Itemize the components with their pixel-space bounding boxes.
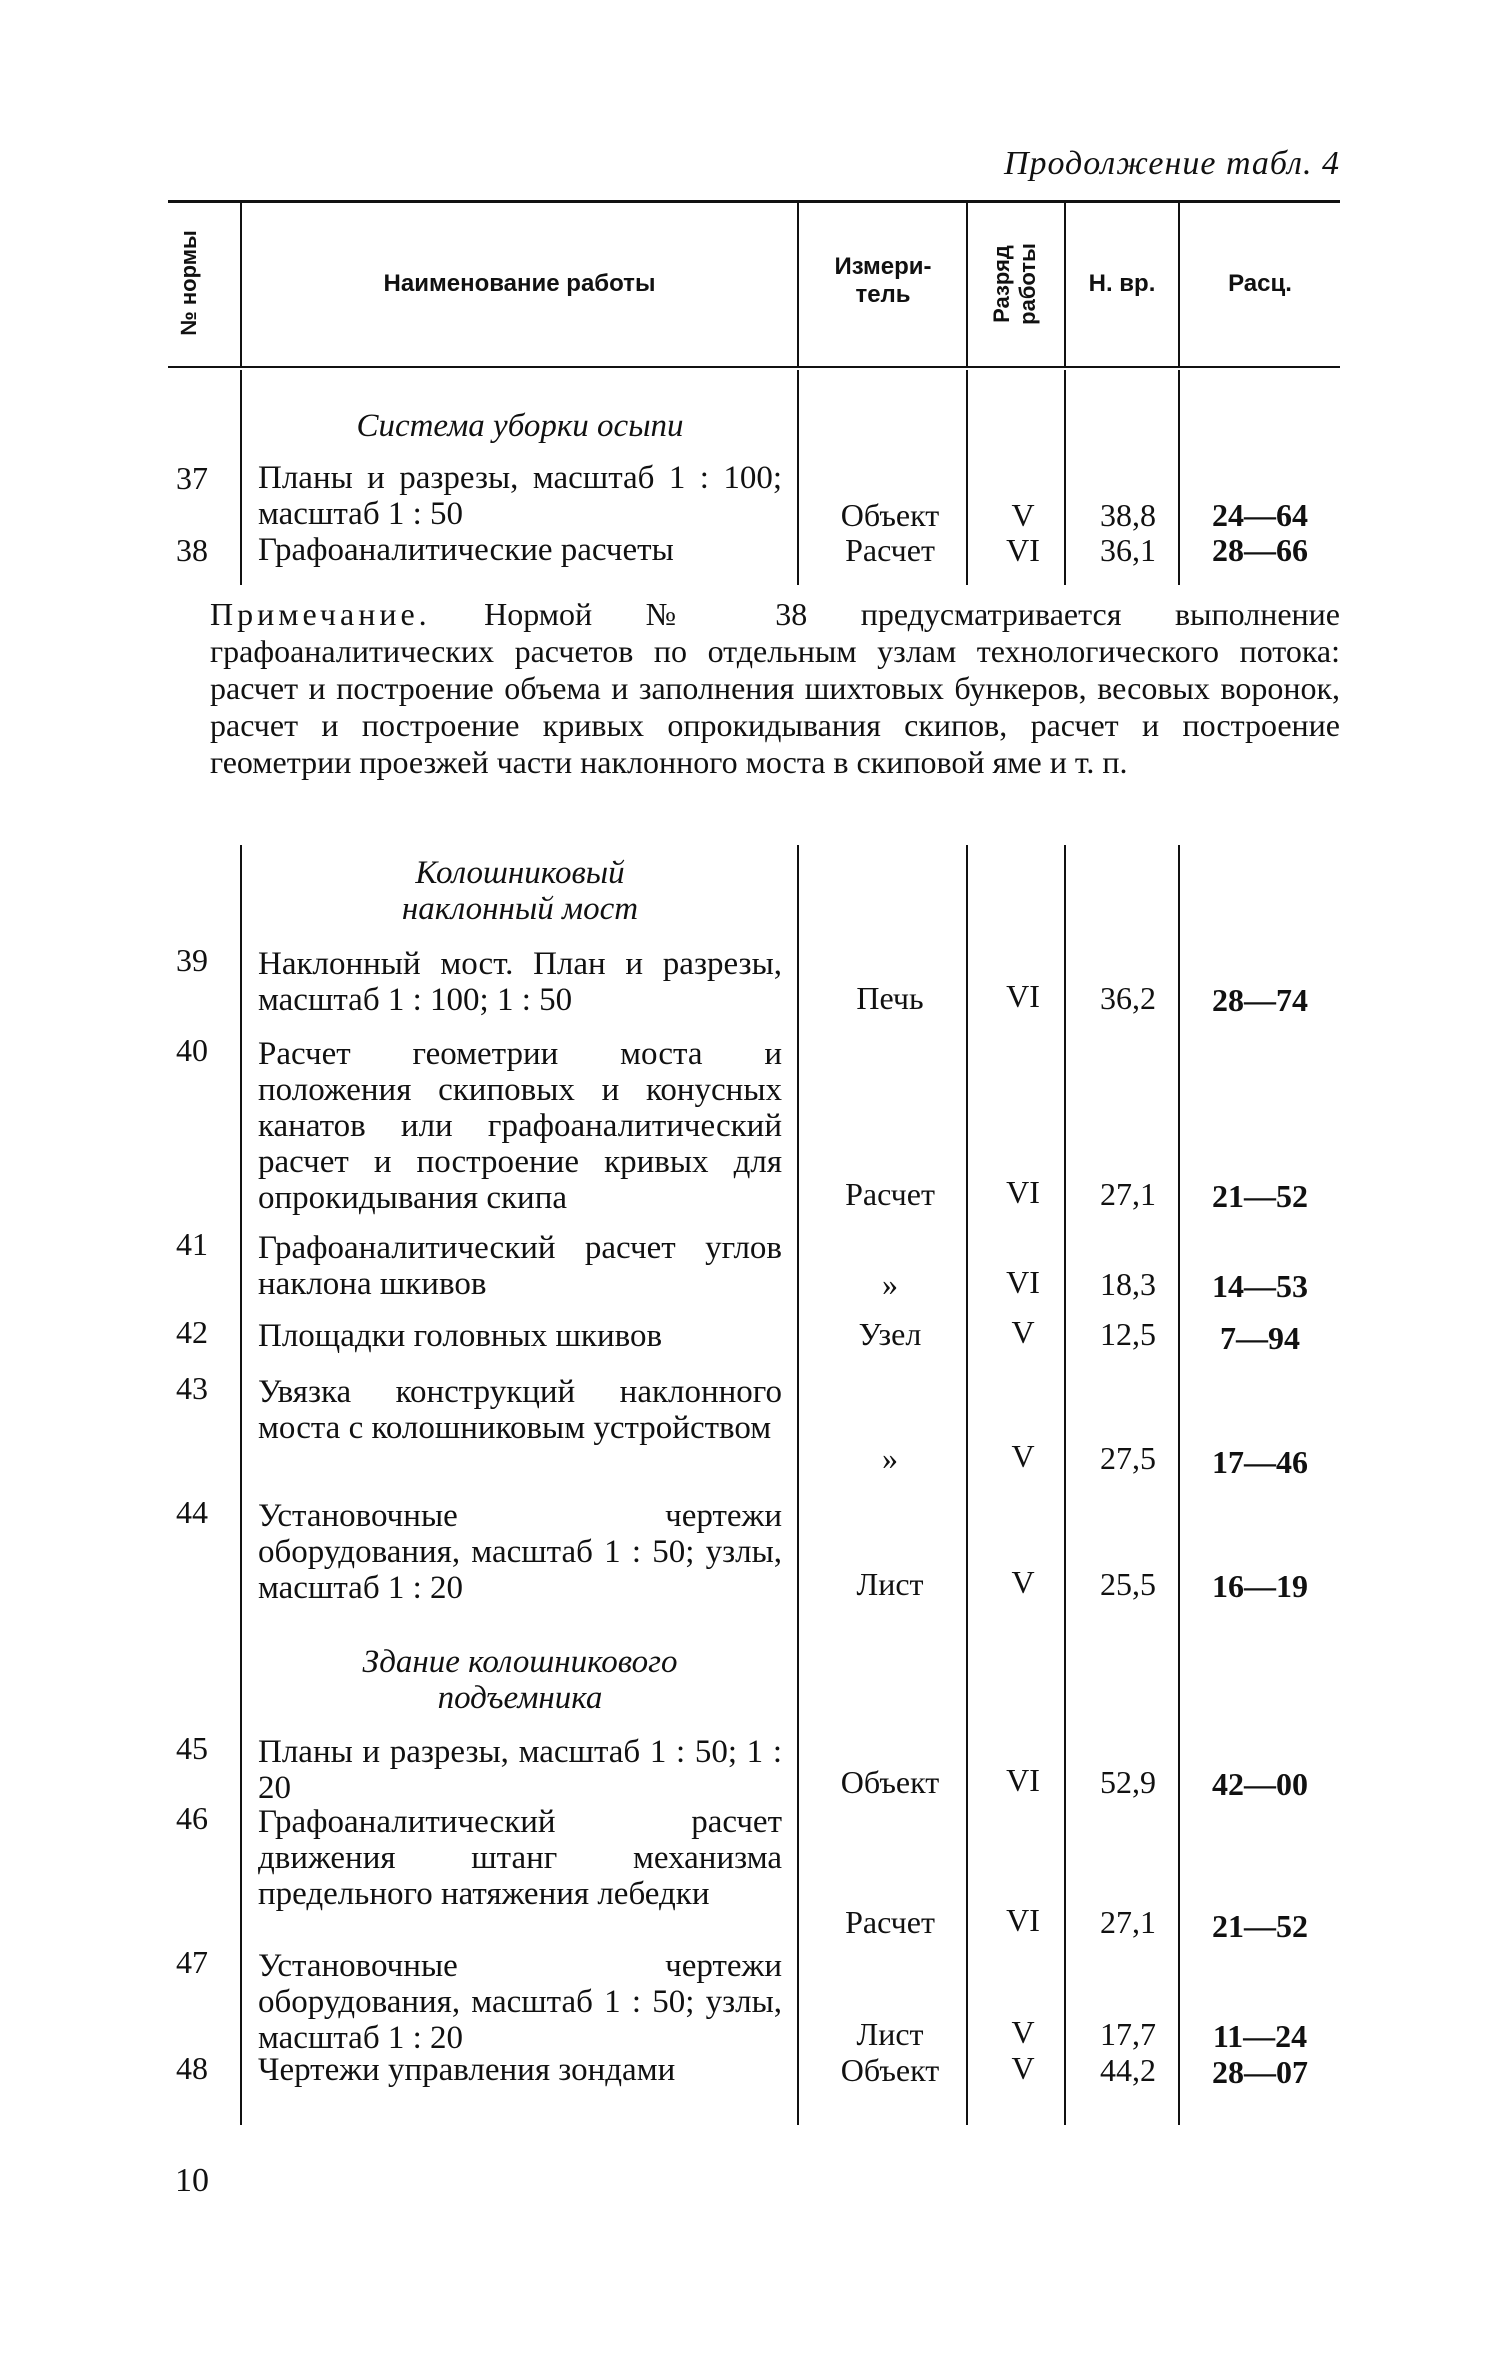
row-unit: Лист [856, 2016, 924, 2052]
row-work-name: Расчет геометрии моста и положения скиповых и конусных канатов или графоаналитический расчет и построение кривых для опрокидывания скипа [258, 1036, 782, 1216]
row-grade: VI [1006, 532, 1040, 568]
row-hours: 27,5 [1100, 1440, 1156, 1476]
row-hours: 38,8 [1100, 497, 1156, 533]
section-title-text: Колошниковый наклонный мост [401, 855, 639, 927]
header-work-name: Наименование работы [383, 270, 656, 297]
row-work-name: Графоаналитический расчет углов наклона шкивов [258, 1230, 782, 1302]
row-hours: 44,2 [1100, 2052, 1156, 2088]
row-number: 39 [176, 942, 208, 978]
row-unit: Печь [856, 980, 924, 1016]
row-grade: VI [1006, 1902, 1040, 1938]
row-hours: 36,1 [1100, 532, 1156, 568]
header-grade-text: Разряд работы [989, 243, 1040, 325]
row-hours: 27,1 [1100, 1904, 1156, 1940]
row-unit: » [882, 1440, 898, 1476]
row-rate: 24—64 [1212, 497, 1308, 533]
row-grade: VI [1006, 1174, 1040, 1210]
header-unit [800, 253, 966, 309]
header-divider [797, 202, 799, 366]
header-grade [989, 219, 1041, 349]
row-work-name: Установочные чертежи оборудования, масштаб 1 : 50; узлы, масштаб 1 : 20 [258, 1498, 782, 1606]
row-work-name: Планы и разрезы, масштаб 1 : 100; масштаб 1 : 50 [258, 460, 782, 532]
row-grade: V [1011, 2050, 1035, 2086]
row-work-name: Графоаналитические расчеты [258, 532, 674, 568]
row-grade: VI [1006, 1264, 1040, 1300]
row-unit: Лист [856, 1566, 924, 1602]
column-divider [797, 370, 799, 585]
row-rate: 11—24 [1212, 2018, 1308, 2054]
row-rate: 17—46 [1212, 1444, 1308, 1480]
table-top-rule [168, 200, 1340, 203]
column-divider [1178, 370, 1180, 585]
row-number: 44 [176, 1494, 208, 1530]
table-note [210, 596, 1340, 781]
row-rate: 28—74 [1212, 982, 1308, 1018]
row-rate: 14—53 [1212, 1268, 1308, 1304]
row-rate: 28—66 [1212, 532, 1308, 568]
row-rate: 21—52 [1212, 1908, 1308, 1944]
page-number: 10 [175, 2162, 209, 2199]
header-bottom-rule [168, 366, 1340, 368]
row-hours: 18,3 [1100, 1266, 1156, 1302]
row-grade: V [1011, 497, 1035, 533]
row-grade: V [1011, 2014, 1035, 2050]
row-hours: 27,1 [1100, 1176, 1156, 1212]
row-hours: 17,7 [1100, 2016, 1156, 2052]
section-title: Система уборки осыпи [356, 408, 684, 444]
row-unit: Узел [858, 1316, 922, 1352]
row-unit: Объект [840, 497, 940, 533]
row-number: 48 [176, 2050, 208, 2086]
row-hours: 52,9 [1100, 1764, 1156, 1800]
section-title [260, 855, 780, 927]
row-number: 46 [176, 1800, 208, 1836]
column-divider [240, 370, 242, 585]
row-grade: V [1011, 1438, 1035, 1474]
row-unit: Объект [840, 1764, 940, 1800]
row-work-name: Наклонный мост. План и разрезы, масштаб 1 : 100; 1 : 50 [258, 946, 782, 1018]
header-norm-no: № нормы [176, 230, 201, 336]
column-divider [240, 845, 242, 2125]
header-divider [966, 202, 968, 366]
row-rate: 16—19 [1212, 1568, 1308, 1604]
continuation-title: Продолжение табл. 4 [1003, 145, 1340, 182]
section-title [260, 1644, 780, 1716]
row-rate: 42—00 [1212, 1766, 1308, 1802]
header-hours: Н. вр. [1088, 270, 1156, 297]
row-number: 38 [176, 532, 208, 568]
column-divider [797, 845, 799, 2125]
column-divider [1178, 845, 1180, 2125]
row-unit: Расчет [845, 532, 935, 568]
section-title-text: Здание колошникового подъемника [362, 1644, 678, 1716]
note-lead: Примечание. [210, 596, 431, 632]
row-hours: 25,5 [1100, 1566, 1156, 1602]
row-number: 43 [176, 1370, 208, 1406]
header-unit-text: Измери- тель [834, 253, 932, 308]
row-number: 40 [176, 1032, 208, 1068]
row-work-name: Планы и разрезы, масштаб 1 : 50; 1 : 20 [258, 1734, 782, 1806]
row-number: 41 [176, 1226, 208, 1262]
row-grade: V [1011, 1564, 1035, 1600]
row-work-name: Графоаналитический расчет движения штанг механизма предельного натяжения лебедки [258, 1804, 782, 1912]
row-hours: 12,5 [1100, 1316, 1156, 1352]
row-number: 42 [176, 1314, 208, 1350]
row-grade: VI [1006, 978, 1040, 1014]
row-work-name: Увязка конструкций наклонного моста с колошниковым устройством [258, 1374, 782, 1446]
row-unit: » [882, 1266, 898, 1302]
row-number: 47 [176, 1944, 208, 1980]
row-unit: Объект [840, 2052, 940, 2088]
row-rate: 28—07 [1212, 2054, 1308, 2090]
row-grade: V [1011, 1314, 1035, 1350]
header-rate: Расц. [1228, 270, 1292, 297]
row-work-name: Установочные чертежи оборудования, масштаб 1 : 50; узлы, масштаб 1 : 20 [258, 1948, 782, 2056]
row-rate: 21—52 [1212, 1178, 1308, 1214]
row-unit: Расчет [845, 1904, 935, 1940]
row-unit: Расчет [845, 1176, 935, 1212]
row-hours: 36,2 [1100, 980, 1156, 1016]
row-number: 37 [176, 460, 208, 496]
note-text: Нормой № 38 предусматривается выполнение графоаналитических расчетов по отдельным узлам технологического потока: расчет и построение объема и заполнения шихтовых бункеров, весовых воронок, расчет и построение кривых опрокидывания скипов, расчет и построение геометрии проезжей части наклонного моста в скиповой яме и т. п. [210, 596, 1341, 780]
row-grade: VI [1006, 1762, 1040, 1798]
row-work-name: Площадки головных шкивов [258, 1318, 663, 1354]
row-work-name: Чертежи управления зондами [258, 2052, 676, 2088]
row-rate: 7—94 [1220, 1320, 1300, 1356]
row-number: 45 [176, 1730, 208, 1766]
